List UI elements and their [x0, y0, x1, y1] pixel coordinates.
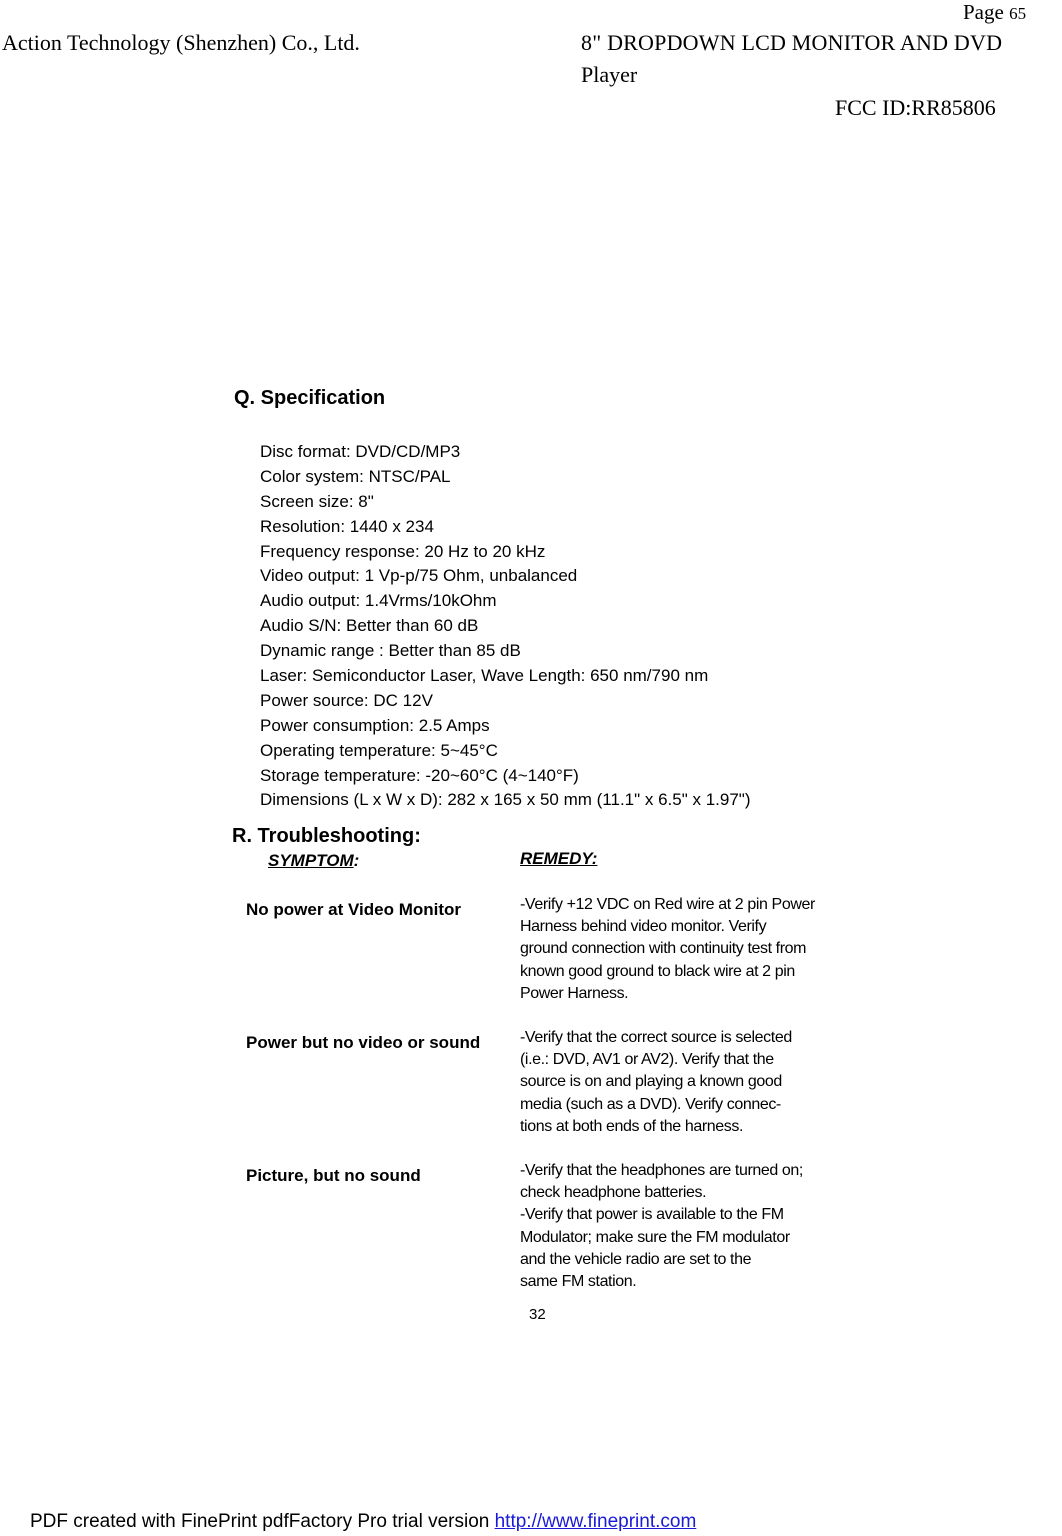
- troubleshooting-heading: R. Troubleshooting:: [232, 825, 421, 847]
- spec-item: Storage temperature: -20~60°C (4~140°F): [260, 765, 579, 785]
- spec-item: Resolution: 1440 x 234: [260, 516, 434, 536]
- fineprint-link[interactable]: http://www.fineprint.com: [494, 1511, 697, 1532]
- remedy-no-video-or-sound: [520, 1027, 860, 1138]
- inner-page-number: 32: [529, 1306, 546, 1323]
- pdf-footer: [30, 1511, 696, 1533]
- remedy-no-power: [520, 894, 860, 1005]
- remedy-line: same FM station.: [520, 1273, 637, 1291]
- spec-item: Disc format: DVD/CD/MP3: [260, 442, 461, 461]
- spec-item: Dimensions (L x W x D): 282 x 165 x 50 mm (11.1" x 6.5" x 1.97"): [260, 790, 751, 810]
- remedy-line: -Verify that the headphones are turned on;: [520, 1162, 803, 1179]
- symptom-no-power: No power at Video Monitor: [246, 900, 462, 919]
- spec-item: Audio S/N: Better than 60 dB: [260, 616, 479, 636]
- spec-item: Frequency response: 20 Hz to 20 kHz: [260, 541, 546, 561]
- remedy-line: ground connection with continuity test from: [520, 940, 807, 958]
- spec-item: Dynamic range : Better than 85 dB: [260, 641, 521, 661]
- remedy-line: (i.e.: DVD, AV1 or AV2). Verify that the: [520, 1051, 774, 1069]
- symptom-header-label: SYMPTOM: [268, 851, 354, 870]
- page-number-value: 65: [1009, 4, 1027, 23]
- fcc-id: FCC ID:RR85806: [835, 95, 996, 120]
- footer-text: PDF created with FinePrint pdfFactory Pro trial version: [30, 1511, 495, 1532]
- spec-item: Color system: NTSC/PAL: [260, 466, 451, 486]
- remedy-line: Modulator; make sure the FM modulator: [520, 1228, 790, 1246]
- page-prefix: Page: [963, 0, 1004, 24]
- spec-item: Power source: DC 12V: [260, 690, 433, 710]
- spec-item: Power consumption: 2.5 Amps: [260, 715, 490, 735]
- symptom-no-video-or-sound: Power but no video or sound: [246, 1033, 481, 1052]
- symptom-no-sound: Picture, but no sound: [246, 1166, 421, 1185]
- remedy-line: and the vehicle radio are set to the: [520, 1250, 752, 1268]
- spec-item: Audio output: 1.4Vrms/10kOhm: [260, 591, 497, 611]
- symptom-header-colon: :: [353, 851, 360, 870]
- remedy-column-header: REMEDY:: [520, 849, 598, 868]
- spec-item: Laser: Semiconductor Laser, Wave Length: 650 nm/790 nm: [260, 666, 709, 686]
- remedy-line: Harness behind video monitor. Verify: [520, 918, 767, 936]
- spec-item: Operating temperature: 5~45°C: [260, 740, 498, 760]
- product-title-line-1: 8" DROPDOWN LCD MONITOR AND DVD: [581, 30, 1003, 55]
- remedy-no-sound: [520, 1160, 860, 1293]
- remedy-line: -Verify that power is available to the FM: [520, 1206, 784, 1224]
- specification-heading: Q. Specification: [234, 387, 386, 409]
- remedy-line: known good ground to black wire at 2 pin: [520, 962, 795, 980]
- remedy-line: Power Harness.: [520, 984, 629, 1002]
- company-name: Action Technology (Shenzhen) Co., Ltd.: [2, 30, 360, 55]
- remedy-line: -Verify +12 VDC on Red wire at 2 pin Power: [520, 896, 815, 913]
- remedy-line: media (such as a DVD). Verify connec-: [520, 1095, 781, 1113]
- product-title-line-2: Player: [581, 62, 638, 87]
- remedy-line: source is on and playing a known good: [520, 1073, 782, 1091]
- spec-item: Video output: 1 Vp-p/75 Ohm, unbalanced: [260, 566, 578, 586]
- remedy-line: check headphone batteries.: [520, 1184, 707, 1202]
- remedy-line: -Verify that the correct source is selected: [520, 1029, 792, 1046]
- page-number: [963, 0, 1026, 25]
- spec-item: Screen size: 8": [260, 491, 374, 511]
- specification-list: [260, 440, 751, 813]
- symptom-column-header: [268, 851, 359, 871]
- remedy-line: tions at both ends of the harness.: [520, 1117, 744, 1135]
